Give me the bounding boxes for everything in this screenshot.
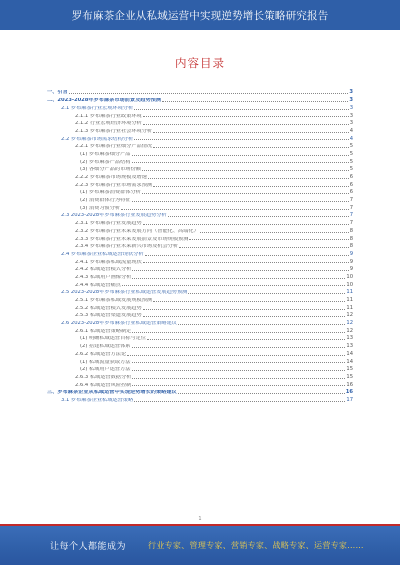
toc-leader-dots xyxy=(142,170,349,171)
toc-leader-dots xyxy=(162,101,348,102)
toc-entry-title: (2) 罗布麻茶产品结构 xyxy=(80,159,131,165)
toc-entry[interactable] xyxy=(47,203,353,211)
toc-entry[interactable] xyxy=(47,288,353,296)
toc-entry-page: 3 xyxy=(349,104,353,111)
page-number: 1 xyxy=(198,516,202,522)
toc-leader-dots xyxy=(134,401,345,402)
toc-entry[interactable] xyxy=(47,319,353,327)
toc-entry-page: 5 xyxy=(349,150,353,157)
toc-entry[interactable] xyxy=(47,126,353,134)
toc-entry-page: 14 xyxy=(346,350,353,357)
toc-leader-dots xyxy=(143,309,346,310)
toc-entry-title: 2.4.4 私域运营痛点 xyxy=(75,282,121,288)
toc-entry-title: 2.4.1 罗布麻茶私域流量现状 xyxy=(75,259,142,265)
toc-entry[interactable] xyxy=(47,380,353,388)
toc-entry[interactable] xyxy=(47,142,353,150)
toc-entry[interactable] xyxy=(47,388,353,396)
footer-roles: 行业专家、管理专家、营销专家、战略专家、运营专家…… xyxy=(148,541,364,550)
toc-leader-dots xyxy=(132,201,349,202)
toc-entry-title: 二、2023-2028年罗布麻茶市场前景及趋势预测 xyxy=(47,98,162,104)
toc-leader-dots xyxy=(189,239,348,240)
toc-entry-title: 2.5.2 私域运营模式发展趋势 xyxy=(75,305,142,311)
toc-entry-page: 5 xyxy=(349,158,353,165)
toc-entry[interactable] xyxy=(47,303,353,311)
toc-entry[interactable] xyxy=(47,88,353,96)
toc-entry-page: 10 xyxy=(346,273,353,280)
toc-leader-dots xyxy=(132,370,346,371)
toc-entry[interactable] xyxy=(47,96,353,104)
toc-leader-dots xyxy=(153,147,349,148)
toc-entry-title: 2.1 罗布麻茶行业宏观环境分析 xyxy=(61,105,134,111)
toc-entry[interactable] xyxy=(47,234,353,242)
toc-leader-dots xyxy=(200,232,349,233)
table-of-contents xyxy=(47,88,353,403)
toc-entry-page: 8 xyxy=(349,243,353,250)
toc-entry-title: 三、罗布麻茶企业从私域运营中实现逆势增长的策略建议 xyxy=(47,390,177,396)
footer-slogan: 让每个人都能成为 xyxy=(50,542,127,552)
toc-entry-title: 2.4.2 私域运营模式分析 xyxy=(75,267,132,273)
toc-leader-dots xyxy=(168,216,349,217)
toc-entry[interactable] xyxy=(47,226,353,234)
toc-entry-title: (1) 罗布麻茶细分产品 xyxy=(80,151,131,157)
toc-leader-dots xyxy=(143,116,349,117)
toc-entry-page: 6 xyxy=(349,174,353,181)
toc-entry-page: 17 xyxy=(346,396,353,403)
toc-entry-page: 11 xyxy=(346,297,353,304)
toc-entry-title: 2.2 罗布麻茶市场需求结构分析 xyxy=(61,136,134,142)
toc-entry-page: 15 xyxy=(346,373,353,380)
toc-leader-dots xyxy=(145,255,349,256)
toc-entry[interactable] xyxy=(47,311,353,319)
toc-entry[interactable] xyxy=(47,173,353,181)
toc-leader-dots xyxy=(153,301,345,302)
toc-entry-page: 16 xyxy=(345,389,353,396)
toc-entry-title: 2.3.2 罗布麻茶行业未来发展方向（智能化、高端化） xyxy=(75,228,199,234)
toc-entry-page: 13 xyxy=(346,335,353,342)
toc-leader-dots xyxy=(132,278,345,279)
toc-entry-title: 2.6.3 私域运营数据分析 xyxy=(75,374,132,380)
toc-entry-title: 2.6.4 私域运营风险控制 xyxy=(75,382,132,388)
toc-entry-title: (1) 明确私域运营目标与定位 xyxy=(80,336,147,342)
toc-leader-dots xyxy=(134,139,349,140)
toc-entry-title: (1) 罗布麻茶消费群体分析 xyxy=(80,190,141,196)
report-title: 罗布麻茶企业从私域运营中实现逆势增长策略研究报告 xyxy=(71,9,329,22)
toc-leader-dots xyxy=(178,324,345,325)
toc-entry[interactable] xyxy=(47,273,353,281)
toc-entry-title: 2.4.3 私域用户画像分析 xyxy=(75,274,132,280)
toc-leader-dots xyxy=(132,378,345,379)
toc-entry[interactable] xyxy=(47,265,353,273)
toc-entry-title: (1) 私域流量获取方法 xyxy=(80,359,131,365)
toc-entry-title: (2) 消费群体行为特征 xyxy=(80,198,131,204)
toc-leader-dots xyxy=(143,124,349,125)
toc-leader-dots xyxy=(69,93,349,94)
toc-entry-page: 3 xyxy=(349,120,353,127)
toc-entry[interactable] xyxy=(47,249,353,257)
toc-entry[interactable] xyxy=(47,334,353,342)
toc-entry-title: 2.3.1 罗布麻茶行业发展趋势 xyxy=(75,221,142,227)
toc-entry-page: 14 xyxy=(346,358,353,365)
toc-entry-title: 2.1.1 罗布麻茶行业政策环境 xyxy=(75,113,142,119)
toc-entry[interactable] xyxy=(47,150,353,158)
toc-entry[interactable] xyxy=(47,211,353,219)
toc-entry[interactable] xyxy=(47,372,353,380)
toc-entry[interactable] xyxy=(47,196,353,204)
toc-entry-page: 9 xyxy=(349,266,353,273)
toc-entry[interactable] xyxy=(47,296,353,304)
toc-entry-title: 2.6 2023-2028年罗布麻茶行业私域运营策略建议 xyxy=(61,321,177,327)
toc-leader-dots xyxy=(132,332,345,333)
toc-entry-title: 2.3.3 罗布麻茶行业未来发展前景及市场规模预测 xyxy=(75,236,189,242)
toc-entry-page: 12 xyxy=(346,312,353,319)
toc-leader-dots xyxy=(143,224,349,225)
toc-entry-page: 16 xyxy=(346,381,353,388)
toc-leader-dots xyxy=(132,347,346,348)
toc-entry-title: 2.1.2 行业宏观经济环境分析 xyxy=(75,121,142,127)
toc-entry[interactable] xyxy=(47,165,353,173)
toc-entry-title: 2.2.3 罗布麻茶行业市场需求预测 xyxy=(75,182,153,188)
toc-leader-dots xyxy=(132,270,348,271)
toc-leader-dots xyxy=(142,193,349,194)
toc-leader-dots xyxy=(143,262,349,263)
toc-entry[interactable] xyxy=(47,242,353,250)
toc-entry-page: 11 xyxy=(346,289,353,296)
toc-entry[interactable] xyxy=(47,219,353,227)
toc-leader-dots xyxy=(153,186,349,187)
toc-entry-title: 2.2.2 罗布麻茶市场规模及增速 xyxy=(75,175,147,181)
toc-entry[interactable] xyxy=(47,280,353,288)
toc-leader-dots xyxy=(153,132,349,133)
toc-entry[interactable] xyxy=(47,157,353,165)
toc-entry-page: 8 xyxy=(349,235,353,242)
toc-entry[interactable] xyxy=(47,111,353,119)
toc-entry-page: 6 xyxy=(349,189,353,196)
toc-entry[interactable] xyxy=(47,188,353,196)
toc-leader-dots xyxy=(188,293,345,294)
toc-entry-page: 11 xyxy=(346,304,353,311)
toc-leader-dots xyxy=(132,162,349,163)
toc-entry[interactable] xyxy=(47,257,353,265)
toc-entry-page: 4 xyxy=(349,127,353,134)
toc-entry-title: (2) 搭建私域运营体系 xyxy=(80,344,131,350)
toc-leader-dots xyxy=(178,393,345,394)
toc-entry-title: 2.3 2023-2028年罗布麻茶行业发展趋势分析 xyxy=(61,213,167,219)
toc-entry-page: 12 xyxy=(346,320,353,327)
report-header xyxy=(0,0,400,30)
toc-leader-dots xyxy=(179,247,349,248)
toc-entry[interactable] xyxy=(47,349,353,357)
toc-entry-page: 7 xyxy=(349,204,353,211)
toc-entry-title: (3) 消费习惯分析 xyxy=(80,205,121,211)
toc-entry[interactable] xyxy=(47,180,353,188)
toc-entry-page: 4 xyxy=(349,135,353,142)
toc-entry-title: 2.1.3 罗布麻茶行业社会环境分析 xyxy=(75,128,153,134)
toc-entry[interactable] xyxy=(47,103,353,111)
toc-leader-dots xyxy=(122,285,345,286)
toc-entry-page: 5 xyxy=(349,143,353,150)
toc-leader-dots xyxy=(132,155,349,156)
toc-entry-page: 9 xyxy=(349,258,353,265)
toc-entry-page: 3 xyxy=(349,97,353,104)
toc-entry-title: (2) 私域用户运营方法 xyxy=(80,367,131,373)
toc-entry-page: 7 xyxy=(349,212,353,219)
toc-entry-title: 2.5.1 罗布麻茶私域发展规模预测 xyxy=(75,298,153,304)
toc-entry-title: 3.1 罗布麻茶企业私域运营策略 xyxy=(61,397,134,403)
toc-leader-dots xyxy=(132,385,345,386)
toc-entry-page: 15 xyxy=(346,366,353,373)
toc-entry-title: 一、引言 xyxy=(47,90,68,96)
toc-entry-page: 3 xyxy=(349,112,353,119)
toc-entry[interactable] xyxy=(47,357,353,365)
toc-leader-dots xyxy=(121,209,349,210)
toc-entry-page: 7 xyxy=(349,220,353,227)
toc-entry[interactable] xyxy=(47,326,353,334)
toc-entry-title: 2.2.1 罗布麻茶行业细分产品情况 xyxy=(75,144,153,150)
toc-entry-page: 13 xyxy=(346,343,353,350)
toc-leader-dots xyxy=(134,109,349,110)
toc-entry[interactable] xyxy=(47,134,353,142)
toc-entry-page: 3 xyxy=(349,89,353,96)
toc-entry-title: (3) 各细分产品的市场份额 xyxy=(80,167,141,173)
toc-heading: 内容目录 xyxy=(175,56,225,70)
toc-entry[interactable] xyxy=(47,396,353,404)
toc-leader-dots xyxy=(143,316,346,317)
toc-leader-dots xyxy=(148,178,349,179)
toc-entry-page: 7 xyxy=(349,197,353,204)
toc-entry[interactable] xyxy=(47,119,353,127)
toc-leader-dots xyxy=(132,362,346,363)
toc-entry-page: 10 xyxy=(346,281,353,288)
toc-entry-title: 2.5.3 私域运营渠道发展趋势 xyxy=(75,313,142,319)
toc-entry-page: 6 xyxy=(349,181,353,188)
toc-entry-title: 2.5 2023-2028年罗布麻茶行业私域运营发展趋势预测 xyxy=(61,290,188,296)
toc-entry-page: 9 xyxy=(349,250,353,257)
toc-entry-page: 12 xyxy=(346,327,353,334)
toc-entry[interactable] xyxy=(47,342,353,350)
toc-entry-title: 2.4 罗布麻茶企业私域运营现状分析 xyxy=(61,251,144,257)
toc-entry-title: 2.3.4 罗布麻茶行业未来新兴市场及机会分析 xyxy=(75,244,179,250)
toc-leader-dots xyxy=(147,339,345,340)
toc-entry-page: 8 xyxy=(349,227,353,234)
toc-entry-title: 2.6.1 私域运营策略制定 xyxy=(75,328,132,334)
toc-leader-dots xyxy=(127,355,345,356)
toc-entry-title: 2.6.2 私域运营方法论 xyxy=(75,351,127,357)
toc-entry[interactable] xyxy=(47,365,353,373)
report-footer xyxy=(0,526,400,565)
toc-entry-page: 5 xyxy=(349,166,353,173)
